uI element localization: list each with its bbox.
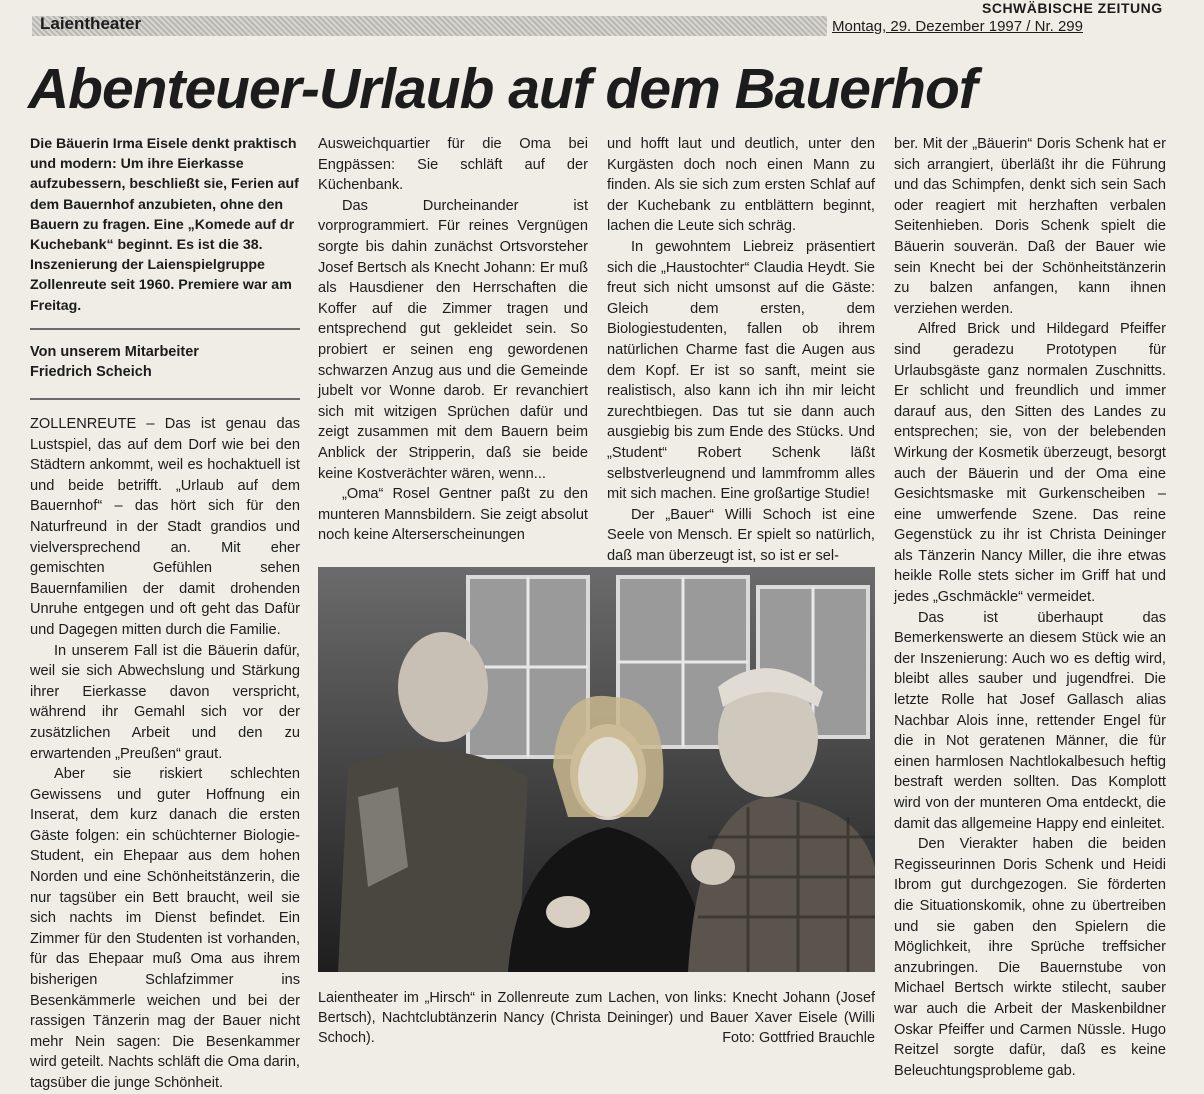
paragraph: Das Durcheinander ist vorprogrammiert. Für reines Vergnügen sorgte bis dahin zunächst Ortsvorsteher Josef Bertsch als Knecht Johann: Er muß als Hausdiener den Herrschaften die Koffer auf die Zimmer tragen und entsprechend gut gekleidet sein. So probiert er seinen eng gewordenen schwarzen Anzug aus und die Gemeinde jubelt vor Wonne darob. Er revanchiert sich mit witzigen Sprüchen dafür und zeigt zusammen mit dem Bauern beim Anblick der Stripperin, daß sie beide keine Kostverächter wären, wenn... (318, 197, 588, 482)
photo-illustration (318, 567, 875, 972)
paragraph: ZOLLENREUTE – Das ist genau das Lustspiel, das auf dem Dorf wie bei den Städtern ankommt, weil es hochaktuell ist und beide betrifft. „Urlaub auf dem Bauernhof“ – das hört sich für den Naturfreund in der Stadt grandios und vielversprechend an. Mit eher gemischten Gefühlen sehen Bauernfamilien der damit drohenden Unruhe entgegen und oft geht das Dafür und Dagegen mitten durch die Familie. (30, 416, 300, 638)
caption-text: Laientheater im „Hirsch“ in Zollenreute zum Lachen, von links: Knecht Johann (Josef Bertsch), Nachtclubtänzerin Nancy (Christa Deininger) und Bauer Xaver Eisele (Willi Schoch). (318, 990, 875, 1046)
newspaper-name: SCHWÄBISCHE ZEITUNG (982, 0, 1163, 16)
paragraph: ber. Mit der „Bäuerin“ Doris Schenk hat er sich arrangiert, überläßt ihr die Führung und das Schimpfen, denkt sich sein Sach oder reagiert mit herzhaften verbalen Seitenhieben. Doris Schenk spielt die Bäuerin souverän. Daß der Bauer wie sein Knecht bei der Schönheitstänzerin zu balzen anfangen, kann ihnen verziehen werden. (894, 136, 1166, 317)
paragraph: Der „Bauer“ Willi Schoch ist eine Seele von Mensch. Er spielt so natürlich, daß man überzeugt ist, so ist er sel- (607, 506, 875, 564)
paragraph: Alfred Brick und Hildegard Pfeiffer sind geradezu Prototypen für Urlaubsgäste ganz normalen Zuschnitts. Er schlicht und freundlich und immer darauf aus, den Sitten des Landes zu entsprechen; sie, von der belebenden Wirkung der Kosmetik überzeugt, besorgt auch der Bäuerin und der Oma eine Gesichtsmaske mit Gurkenscheiben – eine umwerfende Szene. Das reine Gegenstück zu ihr ist Christa Deininger als Tänzerin Nancy Miller, die ihre etwas heikle Rolle stets sicher im Griff hat und jedes „Gschmäckle“ vermeidet. (894, 321, 1166, 606)
article-column-2 (318, 134, 588, 546)
paragraph: In gewohntem Liebreiz präsentiert sich die „Haustochter“ Claudia Heydt. Sie freut sich nicht umsonst auf die Gäste: Gleich dem ersten, dem Biologiestudenten, fallen ob ihrem natürlichen Charme fast die Augen aus dem Kopf. Er ist so sanft, meint sie realistisch, also kann ich ihn mir leicht zurechtbiegen. Das tut sie dann auch ausgiebig bis zum Ende des Stücks. Und „Student“ Robert Schenk läßt selbstverleugnend und lammfromm alles mit sich machen. Eine großartige Studie! (607, 238, 875, 503)
article-column-4 (894, 134, 1166, 1081)
article-photo (318, 567, 875, 972)
paragraph: Den Vierakter haben die beiden Regisseurinnen Doris Schenk und Heidi Ibrom gut durchgezogen. Sie förderten die Situationskomik, ohne zu übertreiben und sie gaben den Spielern die Möglichkeit, ihre Sprüche treffsicher anzubringen. Die Bauernstube von Michael Bertsch wirkte stilecht, sauber war auch die Arbeit der Maskenbildner Oskar Pfeiffer und Carmen Nüssle. Hugo Reitzel sorgte dafür, daß es keine Beleuchtungsprobleme gab. (894, 836, 1166, 1079)
paragraph: Das ist überhaupt das Bemerkenswerte an diesem Stück wie an der Inszenierung: Auch wo es deftig wird, bleibt alles sauber und jugendfrei. Die letzte Rolle hat Josef Gallasch alias Nachbar Alois inne, rettender Engel für die in Not geratenen Männer, die für einen harmlosen Nachtlokalbesuch heftig bestraft werden sollten. Das Komplott wird von der munteren Oma entdeckt, die damit das allgemeine Happy end einleitet. (894, 609, 1166, 832)
byline (30, 342, 300, 382)
paragraph: In unserem Fall ist die Bäuerin dafür, weil sie sich Abwechslung und Stärkung ihrer Eierkasse davon verspricht, während ihr Gemahl sich vor der zusätzlichen Arbeit und den zu erwartenden „Preußen“ graut. (30, 642, 300, 762)
issue-date: Montag, 29. Dezember 1997 / Nr. 299 (832, 18, 1083, 35)
paragraph: Ausweichquartier für die Oma bei Engpässen: Sie schläft auf der Küchenbank. (318, 136, 588, 194)
divider-rule (30, 398, 300, 400)
byline-line-1: Von unserem Mitarbeiter (30, 344, 199, 360)
lead-paragraph: Die Bäuerin Irma Eisele denkt praktisch und modern: Um ihre Eierkasse aufzubessern, beschließt sie, Ferien auf dem Bauernhof anzubieten, ohne den Bauern zu fragen. Eine „Komede auf dr Kuchebank“ beginnt. Es ist die 38. Inszenierung der Laienspielgruppe Zollenreute seit 1960. Premiere war am Freitag. (30, 136, 299, 314)
divider-rule (30, 328, 300, 330)
photo-credit: Foto: Gottfried Brauchle (722, 1030, 875, 1046)
photo-caption (318, 988, 875, 1048)
rubric-bar (32, 16, 827, 36)
headline: Abenteuer-Urlaub auf dem Bauerhof (28, 57, 977, 121)
byline-author: Friedrich Scheich (30, 364, 152, 380)
paragraph: „Oma“ Rosel Gentner paßt zu den munteren Mannsbildern. Sie zeigt absolut noch keine Alterserscheinungen (318, 486, 588, 544)
paragraph: und hofft laut und deutlich, unter den Kurgästen doch noch einen Mann zu finden. Als sie sich zum ersten Schlaf auf der Kuchebank zu entblättern beginnt, lachen die Leute sich schräg. (607, 136, 875, 235)
paragraph: Aber sie riskiert schlechten Gewissens und guter Hoffnung ein Inserat, dem kurz danach die ersten Gäste folgen: ein schüchterner Biologie-Student, ein Ehepaar aus dem hohen Norden und eine Schönheitstänzerin, die nur tagsüber ein Bett braucht, weil sie sich nachts im Dienst befindet. Ein Zimmer für den Studenten ist vorhanden, für das Ehepaar muß Oma aus ihrem bisherigen Schlafzimmer ins Besenkämmerle weichen und bei der rassigen Tänzerin mag der Bauer nicht mehr Nein sagen: Die Besenkammer wird geteilt. Nachts schläft die Oma darin, tagsüber die junge Schönheit. (30, 766, 300, 1091)
article-column-3 (607, 134, 875, 566)
article-column-1 (30, 414, 300, 1094)
rubric-label: Laientheater (40, 14, 142, 33)
